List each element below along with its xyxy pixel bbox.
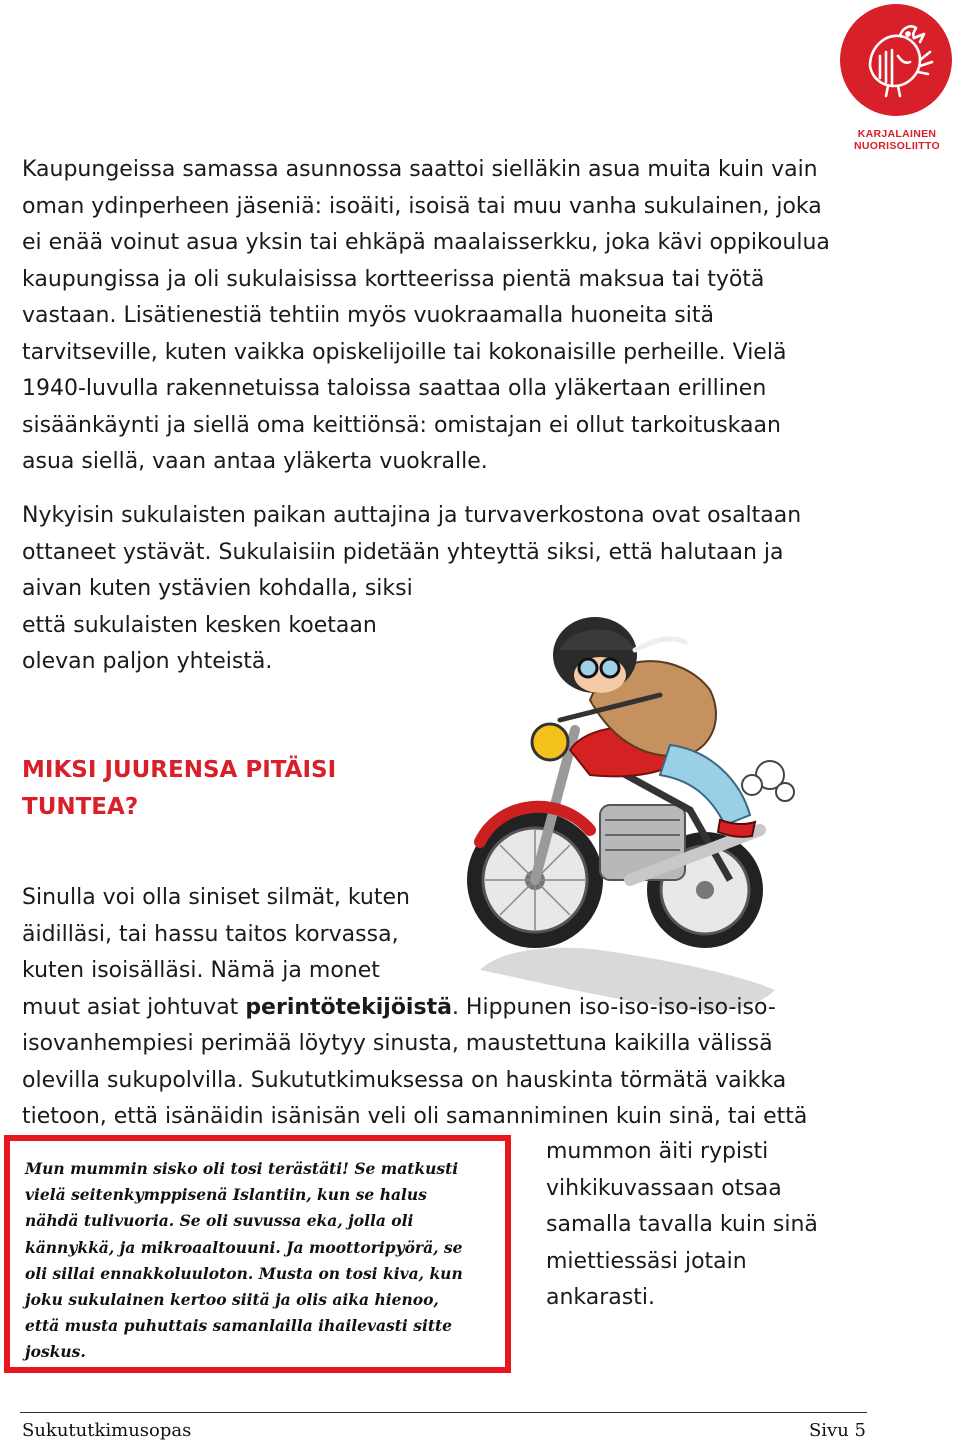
quote-line: oli sillai ennakkoluuloton. Musta on tosi kiva, kun <box>25 1263 463 1283</box>
quote-line: että musta puhuttais samanlailla ihailevasti sitte <box>25 1316 453 1336</box>
footer-divider <box>20 1412 867 1413</box>
text-line: Kaupungeissa samassa asunnossa saattoi sielläkin asua muita kuin vain <box>22 157 818 182</box>
paragraph-heredity <box>22 880 807 1136</box>
text-line: Sinulla voi olla siniset silmät, kuten <box>22 885 410 910</box>
text-line: että sukulaisten kesken koetaan <box>22 612 377 638</box>
paragraph-continuation <box>546 1134 818 1317</box>
logo-line-2: NUORISOLIITTO <box>854 140 940 152</box>
logo-line-1: KARJALAINEN <box>857 128 937 140</box>
quote-line: nähdä tulivuoria. Se oli suvussa eka, jolla oli <box>25 1211 414 1231</box>
text-line: asua siellä, vaan antaa yläkerta vuokralle. <box>22 449 488 474</box>
text-line: olevan paljon yhteistä. <box>22 649 273 674</box>
paragraph-housing <box>22 152 830 481</box>
organization-logo <box>838 4 956 156</box>
text-line: oman ydinperheen jäseniä: isoäiti, isoisä tai muu vanha sukulainen, joka <box>22 193 822 219</box>
quote-line: Mun mummin sisko oli tosi terästäti! Se matkusti <box>25 1159 459 1178</box>
section-heading <box>22 752 336 826</box>
text-line <box>22 990 807 1027</box>
text-line: isovanhempiesi perimää löytyy sinusta, maustettuna kaikilla välissä <box>22 1031 773 1056</box>
text-line: samalla tavalla kuin sinä <box>546 1212 818 1237</box>
text-line: Nykyisin sukulaisten paikan auttajina ja turvaverkostona ovat osaltaan <box>22 503 802 528</box>
text-line: ankarasti. <box>546 1285 655 1310</box>
text-line: sisäänkäynti ja siellä oma keittiönsä: omistajan ei ollut tarkoituskaan <box>22 412 781 438</box>
bold-term: perintötekijöistä <box>245 994 452 1020</box>
footer-title: Sukututkimusopas <box>22 1420 192 1441</box>
quote-line: joskus. <box>25 1342 86 1362</box>
text-line: mummon äiti rypisti <box>546 1139 769 1164</box>
text-line: tarvitseville, kuten vaikka opiskelijoille tai kokonaisille perheille. Vielä <box>22 339 787 365</box>
rooster-logo-icon <box>840 4 952 116</box>
text-line: vastaan. Lisätienestiä tehtiin myös vuokraamalla huoneita sitä <box>22 303 714 328</box>
text-line: 1940-luvulla rakennetuissa taloissa saattaa olla yläkertaan erillinen <box>22 376 767 401</box>
heading-line: TUNTEA? <box>22 794 139 820</box>
heading-line: MIKSI JUURENSA PITÄISI <box>22 757 337 783</box>
quote-line: joku sukulainen kertoo siitä ja olis aika hienoo, <box>25 1290 439 1310</box>
logo-text <box>838 128 956 152</box>
text-segment: . Hippunen iso-iso-iso-iso-iso- <box>451 994 776 1020</box>
text-line: kuten isoisälläsi. Nämä ja monet <box>22 958 380 983</box>
quote-box <box>4 1135 511 1373</box>
text-line: kaupungissa ja oli sukulaisissa kortteerissa pientä maksua tai työtä <box>22 266 765 292</box>
text-line: vihkikuvassaan otsaa <box>546 1175 782 1201</box>
text-line: äidilläsi, tai hassu taitos korvassa, <box>22 921 399 947</box>
quote-text <box>25 1156 463 1366</box>
text-segment: muut asiat johtuvat <box>22 994 246 1020</box>
text-line: miettiessäsi jotain <box>546 1248 747 1274</box>
text-line: olevilla sukupolvilla. Sukututkimuksessa on hauskinta törmätä vaikka <box>22 1067 787 1093</box>
text-line: tietoon, että isänäidin isänisän veli oli samanniminen kuin sinä, tai että <box>22 1104 808 1129</box>
quote-line: kännykkä, ja mikroaaltouuni. Ja moottoripyörä, se <box>25 1237 463 1257</box>
text-line: ei enää voinut asua yksin tai ehkäpä maalaisserkku, joka kävi oppikoulua <box>22 230 830 255</box>
text-line: aivan kuten ystävien kohdalla, siksi <box>22 576 413 601</box>
page-number: Sivu 5 <box>808 1420 866 1441</box>
text-line: ottaneet ystävät. Sukulaisiin pidetään yhteyttä siksi, että halutaan ja <box>22 539 784 565</box>
quote-line: vielä seitenkymppisenä Islantiin, kun se halus <box>25 1185 427 1205</box>
